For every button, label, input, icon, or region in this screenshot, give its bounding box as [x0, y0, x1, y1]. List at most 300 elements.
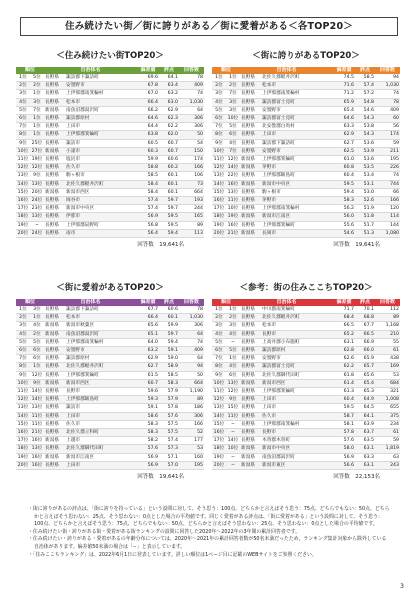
table-cell: 63.5 — [355, 437, 375, 445]
ranking-table — [212, 67, 400, 238]
table-cell: 66.4 — [137, 314, 159, 322]
table-cell: 70.1 — [355, 306, 375, 314]
table-cell: 南魚沼郡湯沢町 — [65, 106, 137, 114]
table-row — [212, 164, 400, 172]
table-cell: 上伊那郡南箕輪村 — [261, 420, 333, 428]
table-cell: 78 — [179, 306, 204, 314]
table-row — [16, 314, 204, 322]
table-cell: 新潟県 — [44, 379, 65, 387]
note-item: ・住み続けたい・誇りがある・愛着があるの年齢分布については、2020年〜2021年の累計回答者数が50名未満だったため、ランキング集計対象から除外している自治体があります。偏差値50未満の場合は「−」と表示しています。 — [28, 536, 387, 550]
table-cell: 60.3 — [137, 147, 159, 155]
table-cell: 57.4 — [159, 437, 179, 445]
table-cell: 62.5 — [333, 147, 355, 155]
table-cell: 66.9 — [355, 338, 375, 346]
table-cell: 52 — [179, 429, 204, 437]
table-cell: 54.3 — [355, 131, 375, 139]
table-cell: 89 — [375, 314, 400, 322]
table-cell: 56 — [375, 123, 400, 131]
table-header-row — [212, 299, 400, 306]
table-cell: 58.7 — [333, 412, 355, 420]
table-cell: 2位 — [30, 82, 44, 90]
table-cell: 234 — [375, 420, 400, 428]
table-row — [212, 306, 400, 314]
table-row — [16, 229, 204, 237]
table-cell: 54 — [179, 139, 204, 147]
table-cell: 10位 — [17, 148, 29, 154]
table-cell: 57.0 — [159, 461, 179, 469]
table-cell: 74 — [179, 90, 204, 98]
table-cell: 松本市 — [261, 322, 333, 330]
table-cell: 2位 — [226, 82, 240, 90]
table-cell: 54.8 — [355, 98, 375, 106]
table-cell: 59.0 — [159, 355, 179, 363]
table-cell: 北佐久郡軽井沢町 — [65, 363, 137, 371]
table-cell: 5位 — [226, 123, 240, 131]
respondent-count: 回答数 22,153名 — [333, 474, 380, 481]
table-cell: 2位 — [16, 314, 30, 322]
table-cell: 1位 — [30, 90, 44, 98]
table-cell: 1位 — [212, 74, 226, 82]
table-cell: 67.0 — [137, 90, 159, 98]
table-header-row — [16, 67, 204, 74]
table-row — [212, 229, 400, 237]
table-cell: 1,030 — [179, 98, 204, 106]
table-cell: 12位 — [17, 397, 29, 403]
table-cell: 193 — [179, 197, 204, 205]
table-cell: 438 — [375, 355, 400, 363]
table-cell: 65.6 — [355, 371, 375, 379]
table-cell: 上伊那郡箕輪町 — [65, 371, 137, 379]
table-cell: 375 — [375, 412, 400, 420]
table-cell: 66 — [375, 188, 400, 196]
table-cell: 14位 — [17, 413, 29, 419]
table-cell: 長野県 — [44, 404, 65, 412]
table-cell: − — [226, 420, 240, 428]
table-cell: 15位 — [213, 421, 225, 427]
table-cell: 長野県 — [44, 115, 65, 123]
table-cell: 長野県 — [44, 221, 65, 229]
table-cell: 長野県 — [44, 131, 65, 139]
table-cell: 56.9 — [137, 461, 159, 469]
table-cell: 長野県 — [44, 98, 65, 106]
table-cell: 17位 — [213, 206, 225, 212]
table-cell: 12位 — [31, 165, 43, 171]
respondent-count: 回答数 19,641名 — [333, 242, 380, 249]
table-cell: 174 — [375, 131, 400, 139]
table-cell: 56.9 — [333, 453, 355, 461]
table-cell: 10位 — [227, 206, 239, 212]
table-cell: 63.9 — [355, 420, 375, 428]
table-cell: 684 — [375, 379, 400, 387]
table-cell: 18位 — [213, 446, 225, 452]
table-cell: 113 — [179, 229, 204, 237]
table-cell: 20位 — [213, 230, 225, 236]
table-cell: 5位 — [212, 338, 226, 346]
table-cell: − — [226, 338, 240, 346]
table-cell: 13位 — [31, 405, 43, 411]
table-cell: 上田市 — [65, 123, 137, 131]
table-cell: 16位 — [213, 198, 225, 204]
table-cell: 71.2 — [333, 90, 355, 98]
table-cell: 16位 — [17, 430, 29, 436]
table-cell: 55 — [375, 338, 400, 346]
table-cell: 3位 — [16, 90, 30, 98]
table-cell: 新潟県 — [240, 229, 261, 237]
table-cell: 1位 — [30, 363, 44, 371]
table-cell: 66.2 — [137, 106, 159, 114]
table-cell: 58.4 — [137, 180, 159, 188]
table-cell: 安曇野市 — [261, 106, 333, 114]
table-cell: 61.4 — [333, 379, 355, 387]
table-cell: 長野県 — [240, 131, 261, 139]
table-cell: 664 — [179, 379, 204, 387]
table-cell: 16位 — [227, 222, 239, 228]
table-cell: 8位 — [212, 131, 226, 139]
table-cell: 11位 — [227, 198, 239, 204]
table-cell: 14位 — [213, 413, 225, 419]
table-cell: 61.8 — [333, 371, 355, 379]
column-header: 順位 — [212, 299, 240, 306]
table-cell: 58.1 — [333, 420, 355, 428]
table-cell: 長野県 — [240, 420, 261, 428]
table-cell: 上高井郡小布施町 — [261, 338, 333, 346]
table-cell: 53.9 — [355, 147, 375, 155]
table-cell: 上田市 — [261, 404, 333, 412]
table-cell: 新潟市西区 — [65, 188, 137, 196]
table-cell: 64 — [179, 106, 204, 114]
table-row — [212, 420, 400, 428]
table-row — [16, 437, 204, 445]
table-row — [16, 363, 204, 371]
table-row — [212, 131, 400, 139]
table-cell: 61.5 — [137, 371, 159, 379]
table-row — [212, 363, 400, 371]
table-cell: 21位 — [227, 230, 239, 236]
table-cell: 諏訪郡富士見町 — [261, 363, 333, 371]
table-row — [16, 180, 204, 188]
ranking-table — [16, 299, 204, 470]
table-cell: 8位 — [16, 131, 30, 139]
table-cell: 24位 — [31, 230, 43, 236]
table-cell: 2位 — [16, 82, 30, 90]
table-row — [212, 82, 400, 90]
table-cell: 60.4 — [333, 396, 355, 404]
table-cell: 7位 — [212, 123, 226, 131]
table-row — [212, 379, 400, 387]
table-cell: 57.6 — [159, 412, 179, 420]
table-cell: 9位 — [30, 379, 44, 387]
table-cell: 664 — [179, 188, 204, 196]
table-cell: 長野県 — [240, 306, 261, 314]
table-row — [212, 197, 400, 205]
table-cell: 78 — [179, 74, 204, 82]
table-cell: 上伊那郡南箕輪村 — [65, 90, 137, 98]
table-cell: 新潟市秋葉区 — [65, 322, 137, 330]
table-cell: 7位 — [212, 355, 226, 363]
table-cell: 60.7 — [159, 139, 179, 147]
table-row — [16, 322, 204, 330]
table-cell: 60.1 — [159, 188, 179, 196]
table-cell: 59.5 — [333, 404, 355, 412]
table-cell: 63.3 — [333, 123, 355, 131]
table-cell: 63.0 — [159, 98, 179, 106]
table-cell: 南魚沼郡湯沢町 — [65, 330, 137, 338]
table-cell: 11位 — [213, 157, 225, 163]
table-cell: 19位 — [213, 454, 225, 460]
table-row — [212, 172, 400, 180]
table-cell: 1位 — [226, 355, 240, 363]
table-cell: 57.5 — [159, 429, 179, 437]
table-cell: 321 — [375, 388, 400, 396]
table-cell: 長野県 — [44, 74, 65, 82]
table-cell: 60.6 — [159, 306, 179, 314]
table-cell: 89 — [179, 221, 204, 229]
table-cell: 409 — [375, 106, 400, 114]
table-cell: 上田市 — [65, 412, 137, 420]
table-cell: 長野県 — [240, 388, 261, 396]
table-cell: 64.1 — [355, 412, 375, 420]
table-cell: 1,080 — [375, 229, 400, 237]
table-cell: 64.6 — [137, 115, 159, 123]
table-cell: 長野県 — [44, 355, 65, 363]
table-cell: 51.9 — [355, 205, 375, 213]
table-cell: 北佐久郡軽井沢町 — [65, 180, 137, 188]
table-cell: 58.3 — [333, 197, 355, 205]
table-cell: 15位 — [213, 189, 225, 195]
table-cell: 15位 — [17, 189, 29, 195]
table-cell: 長野県 — [44, 338, 65, 346]
table-cell: 58.9 — [159, 363, 179, 371]
table-row — [16, 82, 204, 90]
table-cell: 長野県 — [240, 437, 261, 445]
table-cell: 63.3 — [355, 453, 375, 461]
table-cell: 71.6 — [333, 82, 355, 90]
table-row — [212, 388, 400, 396]
table-cell: 1位 — [226, 306, 240, 314]
table-cell: 安曇野市 — [261, 355, 333, 363]
table-cell: 新潟県 — [240, 180, 261, 188]
table-cell: 北安曇郡白馬村 — [261, 123, 333, 131]
table-cell: 57.4 — [137, 197, 159, 205]
table-cell: 長野県 — [240, 90, 261, 98]
table-row — [212, 437, 400, 445]
table-cell: 4位 — [16, 98, 30, 106]
table-cell: 59.7 — [159, 330, 179, 338]
table-cell: − — [226, 461, 240, 469]
table-cell: 新潟市中央区 — [261, 445, 333, 453]
table-cell: 65.6 — [137, 322, 159, 330]
table-cell: 9位 — [212, 139, 226, 147]
table-cell: 長野市 — [65, 388, 137, 396]
table-cell: 16位 — [17, 198, 29, 204]
table-cell: 3位 — [30, 98, 44, 106]
table-cell: 64 — [179, 355, 204, 363]
table-cell: 54.6 — [333, 229, 355, 237]
table-row — [212, 338, 400, 346]
table-cell: 新潟県 — [44, 188, 65, 196]
table-cell: 13位 — [213, 405, 225, 411]
table-cell: 59 — [375, 437, 400, 445]
table-cell: 安曇野市 — [65, 82, 137, 90]
table-row — [16, 453, 204, 461]
table-cell: 塩尻市 — [65, 156, 137, 164]
table-row — [16, 338, 204, 346]
table-cell: 306 — [179, 123, 204, 131]
table-cell: 112 — [375, 306, 400, 314]
table-cell: 24位 — [31, 198, 43, 204]
column-header: 回答数 — [375, 67, 400, 74]
table-cell: 1,030 — [179, 314, 204, 322]
table-cell: 63.1 — [355, 445, 375, 453]
table-cell: 57.4 — [137, 205, 159, 213]
table-cell: 5位 — [226, 347, 240, 355]
table-cell: 13位 — [227, 380, 239, 386]
table-row — [212, 396, 400, 404]
table-cell: − — [226, 453, 240, 461]
table-cell: 長野県 — [240, 115, 261, 123]
page-number: 3 — [400, 583, 404, 590]
table-cell: 諏訪郡下諏訪町 — [65, 74, 137, 82]
table-cell: 上伊那郡飯島町 — [261, 172, 333, 180]
table-row — [16, 74, 204, 82]
table-cell: 60.1 — [159, 172, 179, 180]
table-cell: 10位 — [213, 380, 225, 386]
table-cell: 12位 — [227, 389, 239, 395]
table-cell: 5位 — [16, 106, 30, 114]
table-cell: 長野県 — [44, 90, 65, 98]
table-cell: 5位 — [212, 106, 226, 114]
table-cell: 長野県 — [240, 330, 261, 338]
table-cell: 諏訪郡下諏訪町 — [65, 306, 137, 314]
table-cell: 59.9 — [159, 322, 179, 330]
table-cell: 67.7 — [137, 306, 159, 314]
table-row — [16, 172, 204, 180]
table-cell: 新潟県 — [44, 330, 65, 338]
table-cell: 57.6 — [333, 437, 355, 445]
table-cell: 4位 — [212, 330, 226, 338]
table-row — [16, 412, 204, 420]
table-row — [16, 306, 204, 314]
table-cell: 4位 — [30, 322, 44, 330]
table-row — [212, 314, 400, 322]
table-cell: 20位 — [213, 462, 225, 468]
table-cell: 55.6 — [333, 221, 355, 229]
table-cell: 19位 — [17, 454, 29, 460]
table-row — [212, 74, 400, 82]
table-cell: 144 — [375, 221, 400, 229]
column-header: 順位 — [212, 67, 240, 74]
table-cell: 60.1 — [159, 180, 179, 188]
table-cell: 53.6 — [355, 156, 375, 164]
column-header: 自治体名 — [44, 299, 137, 306]
table-cell: 69.6 — [137, 74, 159, 82]
table-cell: 73 — [179, 180, 204, 188]
table-cell: 諏訪郡富士見町 — [261, 98, 333, 106]
table-row — [212, 106, 400, 114]
table-cell: 7位 — [16, 355, 30, 363]
table-cell: 57.6 — [137, 445, 159, 453]
table-row — [212, 221, 400, 229]
table-cell: 177 — [179, 437, 204, 445]
table-cell: 13位 — [227, 189, 239, 195]
table-cell: 74 — [179, 338, 204, 346]
table-row — [212, 412, 400, 420]
table-cell: 56.8 — [137, 221, 159, 229]
table-row — [16, 139, 204, 147]
table-cell: 58.5 — [355, 74, 375, 82]
table-row — [16, 106, 204, 114]
column-header: 偏差値 — [333, 67, 355, 74]
table-cell: 長野県 — [240, 172, 261, 180]
table-cell: 9位 — [226, 396, 240, 404]
table-cell: 59.7 — [159, 197, 179, 205]
table-row — [212, 147, 400, 155]
table-cell: 59.4 — [333, 188, 355, 196]
table-cell: 63.1 — [333, 338, 355, 346]
table-cell: 諏訪市 — [65, 404, 137, 412]
table-cell: 上伊那郡南箕輪村 — [261, 90, 333, 98]
table-cell: 67.7 — [355, 322, 375, 330]
table-row — [16, 379, 204, 387]
table-cell: 166 — [179, 420, 204, 428]
table-cell: 木曽郡木曽町 — [261, 437, 333, 445]
note-item: ・街に誇りがあるの評点は、「街に誇りを持っている」という設問に対して、そう思う：100点、どちらかと言えばそう思う：75点、どちらでもない：50点、どちらかと言えばそう思わない：25点、そう思わない：0点とした場合の平均値です。同じく愛着がある評点は、「街に愛着がある」という設問に対して、そう思う：100点、どちらかと言えばそう思う：75点、どちらでもない：50点、どちらかと言えばそう思わない：25点、そう思わない：0点とした場合の平均値です。 — [28, 506, 390, 528]
table-cell: 新潟市西区 — [65, 379, 137, 387]
table-cell: 3位 — [226, 98, 240, 106]
panel-sumigokochi — [212, 282, 400, 480]
table-cell: 長野県 — [44, 363, 65, 371]
table-cell: 2位 — [226, 314, 240, 322]
table-cell: 6位 — [226, 131, 240, 139]
column-header: 順位 — [16, 67, 44, 74]
table-cell: 16位 — [31, 438, 43, 444]
table-cell: 14位 — [31, 389, 43, 395]
table-cell: 長野県 — [44, 420, 65, 428]
table-row — [16, 461, 204, 469]
table-cell: 58.4 — [137, 188, 159, 196]
table-cell: 50 — [179, 131, 204, 139]
note-item: ・住み続けたい街・誇りがある街・愛着がある街ランキングの設問に回答した2020年〜2022年の3年間の累計回答者です。 — [28, 528, 300, 535]
table-cell: 150 — [179, 147, 204, 155]
table-cell: 長野県 — [44, 180, 65, 188]
table-cell: 409 — [179, 82, 204, 90]
table-cell: 306 — [179, 115, 204, 123]
table-cell: 長野県 — [240, 188, 261, 196]
table-row — [212, 213, 400, 221]
table-cell: 北佐久郡立科町 — [65, 429, 137, 437]
table-cell: 7位 — [30, 106, 44, 114]
table-cell: 長野県 — [240, 355, 261, 363]
table-cell: 長野県 — [240, 98, 261, 106]
table-cell: 65.4 — [333, 106, 355, 114]
table-cell: 新潟県 — [44, 437, 65, 445]
table-cell: 53 — [375, 371, 400, 379]
table-row — [212, 90, 400, 98]
table-cell: 10位 — [213, 148, 225, 154]
table-cell: 64.4 — [137, 123, 159, 131]
table-cell: 10位 — [227, 446, 239, 452]
table-cell: 57.9 — [159, 396, 179, 404]
table-cell: 13位 — [213, 173, 225, 179]
table-row — [212, 123, 400, 131]
table-cell: 6位 — [212, 347, 226, 355]
table-cell: 409 — [179, 347, 204, 355]
table-cell: 佐久市 — [65, 420, 137, 428]
table-cell: 長野県 — [44, 412, 65, 420]
table-cell: 66.5 — [333, 322, 355, 330]
table-cell: 北佐久郡御代田町 — [261, 371, 333, 379]
table-cell: 186 — [179, 404, 204, 412]
